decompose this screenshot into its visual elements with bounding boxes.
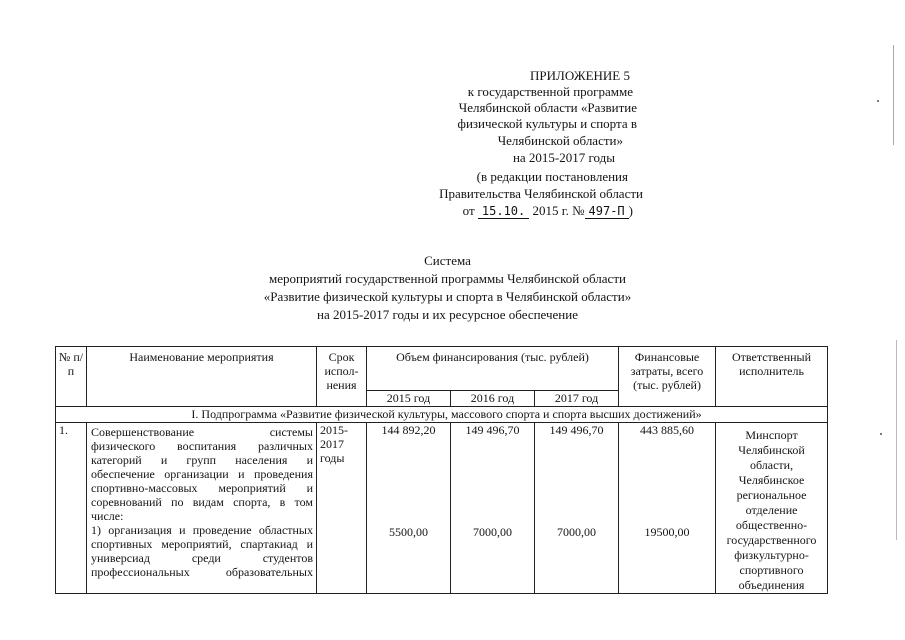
row-v2015 [367, 423, 451, 594]
value-2015: 144 892,20 [381, 423, 436, 437]
sub-value-2017: 7000,00 [557, 525, 597, 539]
appendix-line: на 2015-2017 годы [512, 150, 615, 165]
header-name: Наименование мероприятия [87, 347, 317, 407]
appendix-title: ПРИЛОЖЕНИЕ 5 [530, 68, 630, 83]
sub-value-2016: 7000,00 [473, 525, 512, 539]
row-num: 1. [56, 423, 87, 594]
row-name-line: Совершенствование системы [91, 425, 313, 439]
section-heading: I. Подпрограмма «Развитие физической культуры, массового спорта и спорта высших достижений» [56, 407, 828, 423]
scan-edge-mark [893, 45, 894, 145]
scan-speck [880, 433, 882, 435]
header-year-2016: 2016 год [451, 391, 535, 407]
resolution-date-line [463, 203, 633, 219]
scan-speck [877, 100, 879, 102]
row-v2016 [451, 423, 535, 594]
row-term: 2015-2017 годы [317, 423, 367, 594]
total-value: 443 885,60 [640, 423, 695, 437]
appendix-line: Челябинской области» [497, 133, 623, 148]
row-v2017 [535, 423, 619, 594]
row-name-line: соревнований по видам спорта, в том [91, 495, 313, 509]
row-responsible: Минспорт Челябинской области, Челябинское региональное отделение общественно-государственного физкультурно-спортивного объединения [716, 423, 828, 594]
row-name-line: 1) организация и проведение областных [91, 523, 313, 537]
table-row [56, 423, 828, 594]
header-term: Срок испол-нения [317, 347, 367, 407]
resolution-date: 15.10. [478, 204, 529, 219]
title-line: мероприятий государственной программы Челябинской области [269, 271, 626, 286]
row-name-line: профессиональных образовательных [91, 565, 313, 579]
appendix-line: физической культуры и спорта в [457, 116, 637, 131]
row-name-line: обеспечение организации и проведения [91, 467, 313, 481]
title-line: «Развитие физической культуры и спорта в Челябинской области» [263, 289, 632, 304]
appendix-line: Челябинской области «Развитие [458, 100, 637, 115]
appendix-line: Правительства Челябинской области [439, 186, 643, 201]
date-prefix: от [462, 203, 475, 218]
row-total [619, 423, 716, 594]
row-name-line: универсиад среди студентов [91, 551, 313, 565]
header-volume: Объем финансирования (тыс. рублей) [367, 347, 619, 391]
header-num: № п/п [56, 347, 87, 407]
scan-edge-mark [896, 340, 897, 540]
row-name-line: спортивно-массовых мероприятий и [91, 481, 313, 495]
date-year: 2015 г. № [532, 203, 585, 218]
measures-table [55, 346, 828, 594]
header-year-2015: 2015 год [367, 391, 451, 407]
header-total: Финансовые затраты, всего (тыс. рублей) [619, 347, 716, 407]
appendix-line: (в редакции постановления [476, 169, 628, 184]
row-name [87, 423, 317, 594]
resolution-number: 497-П [585, 204, 629, 219]
header-year-2017: 2017 год [535, 391, 619, 407]
date-suffix: ) [628, 203, 633, 218]
appendix-line: к государственной программе [467, 84, 633, 99]
sub-value-2015: 5500,00 [389, 525, 428, 539]
row-name-line: спортивных мероприятий, спартакиад и [91, 537, 313, 551]
title-line: на 2015-2017 годы и их ресурсное обеспечение [316, 307, 578, 322]
sub-total-value: 19500,00 [644, 525, 690, 539]
value-2016: 149 496,70 [465, 423, 520, 437]
row-name-line: физического воспитания различных [91, 439, 313, 453]
header-responsible: Ответственный исполнитель [716, 347, 828, 407]
title-line: Система [424, 253, 471, 268]
row-name-line: категорий и групп населения и [91, 453, 313, 467]
row-name-line: числе: [91, 509, 124, 523]
value-2017: 149 496,70 [549, 423, 604, 437]
